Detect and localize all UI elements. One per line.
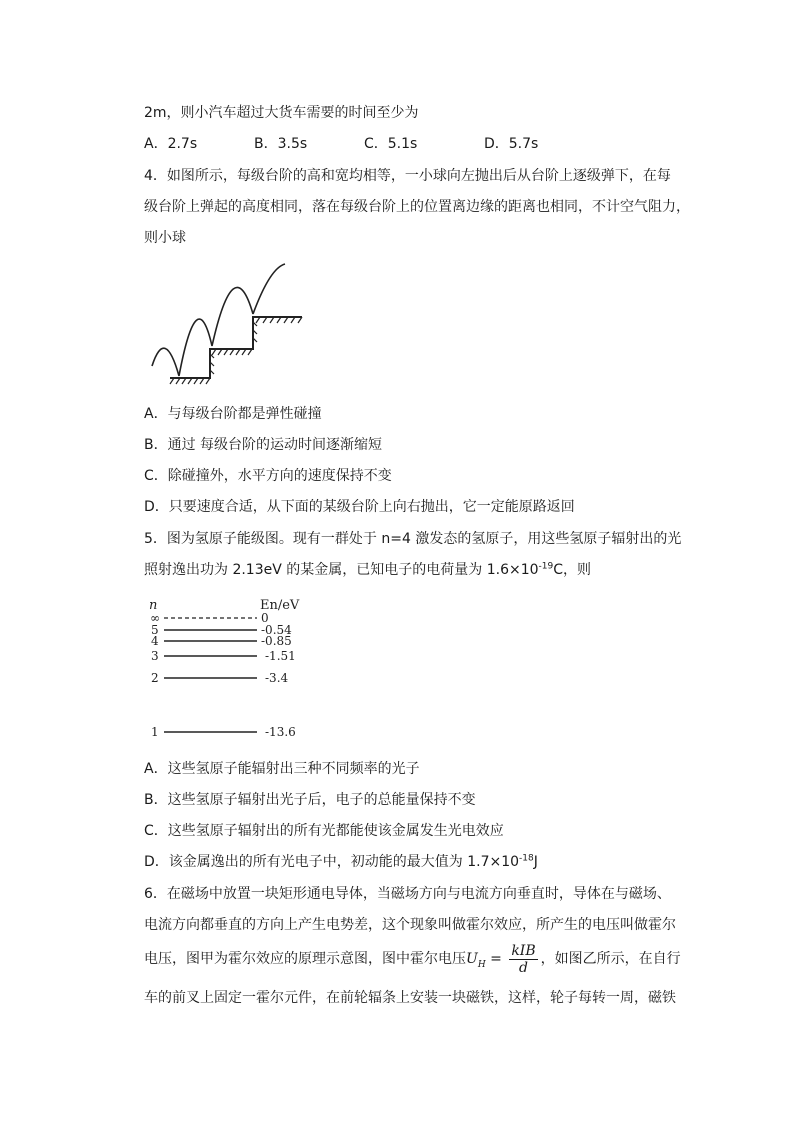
level-n-5: 5 xyxy=(151,623,159,637)
q6-stem-line-1: 6．在磁场中放置一块矩形通电导体，当磁场方向与电流方向垂直时，导体在与磁场、 xyxy=(144,886,671,902)
q4-option-d: D．只要速度合适，从下面的某级台阶上向右抛出，它一定能原路返回 xyxy=(144,499,575,515)
q3-option-d: D．5.7s xyxy=(484,136,539,152)
hall-voltage-u: U xyxy=(466,951,478,967)
hall-voltage-subscript: H xyxy=(477,959,486,970)
q6-stem-line-3-text: 电压，图甲为霍尔效应的原理示意图，图中霍尔电压 xyxy=(144,951,466,967)
hall-voltage-fraction xyxy=(509,943,537,976)
level-e-inf: 0 xyxy=(261,611,269,625)
q5-stem-line-1: 5．图为氢原子能级图。现有一群处于 n=4 激发态的氢原子，用这些氢原子辐射出的光 xyxy=(144,531,682,547)
level-n-inf: ∞ xyxy=(150,611,160,625)
level-e-5: -0.54 xyxy=(261,623,292,637)
axis-n-label: n xyxy=(149,598,158,613)
q6-stem-line-2: 电流方向都垂直的方向上产生电势差，这个现象叫做霍尔效应，所产生的电压叫做霍尔 xyxy=(144,917,676,933)
q6-stem-line-4: 车的前叉上固定一霍尔元件，在前轮辐条上安装一块磁铁，这样，轮子每转一周，磁铁 xyxy=(144,990,676,1006)
q4-option-a: A．与每级台阶都是弹性碰撞 xyxy=(144,406,322,422)
q5-option-d-exponent: -18 xyxy=(519,853,534,864)
fraction-numerator: kIB xyxy=(511,942,536,959)
equals-sign: = xyxy=(485,951,507,967)
level-n-2: 2 xyxy=(151,671,159,685)
level-e-3: -1.51 xyxy=(265,649,296,663)
q5-stem-line-2 xyxy=(144,561,591,579)
q5-option-b: B．这些氢原子辐射出光子后，电子的总能量保持不变 xyxy=(144,792,476,808)
level-n-3: 3 xyxy=(151,649,159,663)
q5-option-d xyxy=(144,853,538,871)
q6-stem-line-3-end: ，如图乙所示，在自行 xyxy=(540,951,681,967)
energy-level-diagram xyxy=(140,592,330,747)
stairs-bounce-figure xyxy=(140,258,310,388)
stairs-outline xyxy=(170,317,302,378)
q4-stem-line-3: 则小球 xyxy=(144,230,186,246)
q5-option-d-text: D．该金属逸出的所有光电子中，初动能的最大值为 1.7×10 xyxy=(144,854,520,870)
q3-option-c: C．5.1s xyxy=(364,136,418,152)
level-e-1: -13.6 xyxy=(265,725,296,739)
level-e-4: -0.85 xyxy=(261,634,292,648)
q5-stem-line-2-unit: C，则 xyxy=(553,562,592,578)
q3-option-b: B．3.5s xyxy=(254,136,308,152)
axis-energy-label: En/eV xyxy=(260,598,300,613)
q4-stem-line-1: 4．如图所示，每级台阶的高和宽均相等，一小球向左抛出后从台阶上逐级弹下，在每 xyxy=(144,168,671,184)
q3-options xyxy=(144,135,538,153)
q5-option-d-unit: J xyxy=(533,854,538,870)
q5-option-c: C．这些氢原子辐射出的所有光都能使该金属发生光电效应 xyxy=(144,823,504,839)
q5-stem-line-2-text: 照射逸出功为 2.13eV 的某金属，已知电子的电荷量为 1.6×10 xyxy=(144,562,539,578)
q5-charge-exponent: -19 xyxy=(538,561,554,572)
level-n-1: 1 xyxy=(151,725,159,739)
level-n-4: 4 xyxy=(151,634,159,648)
q6-stem-line-3 xyxy=(144,942,681,982)
level-e-2: -3.4 xyxy=(265,671,289,685)
q4-stem-line-2: 级台阶上弹起的高度相同，落在每级台阶上的位置离边缘的距离也相同，不计空气阻力， xyxy=(144,199,690,215)
hall-voltage-symbol xyxy=(466,951,486,970)
q4-option-c: C．除碰撞外，水平方向的速度保持不变 xyxy=(144,468,392,484)
q3-option-a: A．2.7s xyxy=(144,136,198,152)
q4-option-b: B．通过 每级台阶的运动时间逐渐缩短 xyxy=(144,437,383,453)
q5-option-a: A．这些氢原子能辐射出三种不同频率的光子 xyxy=(144,761,420,777)
fraction-denominator: d xyxy=(518,959,528,976)
q3-stem-tail: 2m，则小汽车超过大货车需要的时间至少为 xyxy=(144,105,419,121)
stairs-hatching xyxy=(170,317,302,384)
